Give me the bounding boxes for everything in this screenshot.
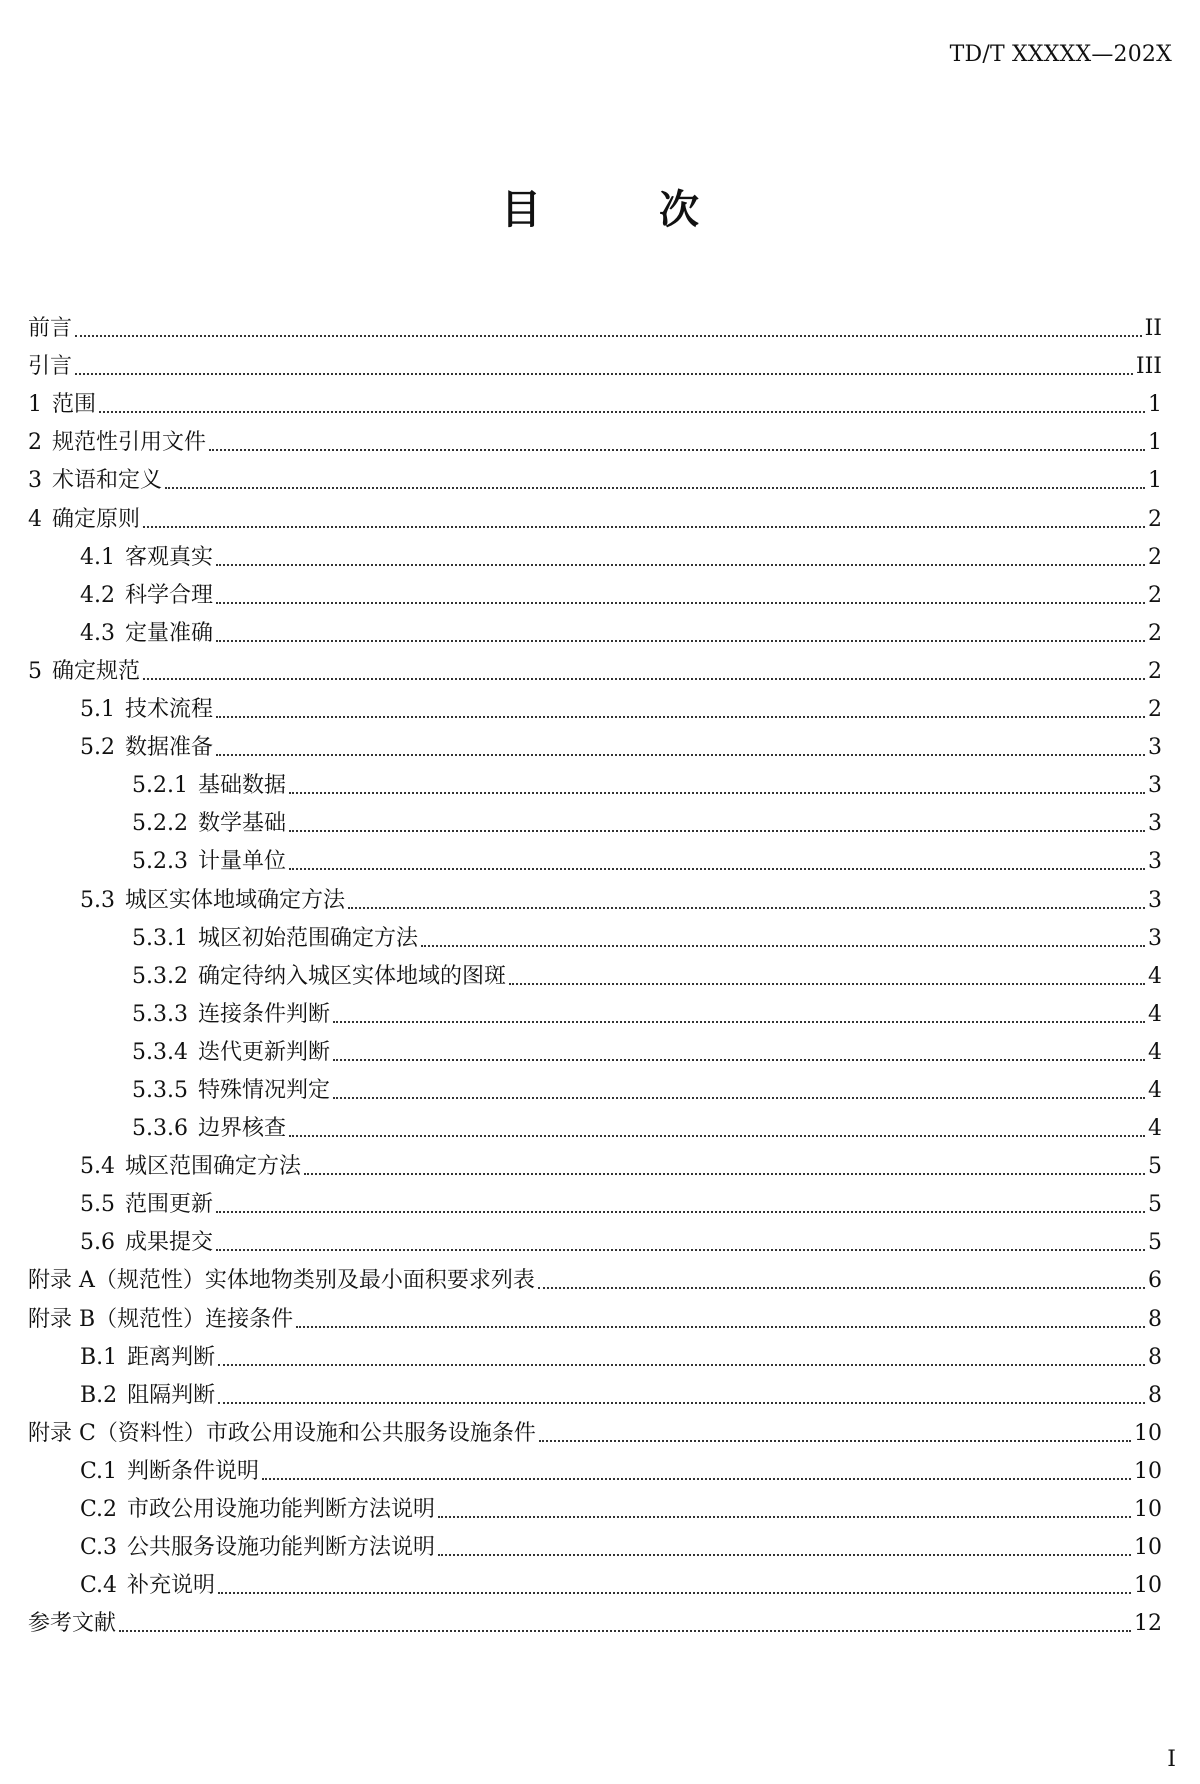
toc-entry-number: 4.3 (80, 620, 115, 646)
toc-entry-page: 10 (1134, 1420, 1162, 1446)
dot-leader (538, 1287, 1145, 1289)
toc-entry-title: 确定待纳入城区实体地域的图斑 (197, 963, 506, 989)
toc-entry-page: 2 (1148, 544, 1162, 570)
dot-leader (75, 373, 1133, 375)
dot-leader (216, 1249, 1145, 1251)
page-title: 目 次 (501, 187, 751, 233)
toc-entry[interactable] (28, 954, 1162, 992)
toc-entry-title: 前言 (28, 316, 73, 342)
toc-entry-title: 迭代更新判断 (197, 1039, 330, 1065)
toc-entry-title: 引言 (28, 354, 73, 380)
toc-entry-page: 12 (1134, 1611, 1162, 1637)
toc-entry[interactable] (28, 1030, 1162, 1068)
toc-entry-page: 4 (1148, 1077, 1162, 1103)
toc-entry[interactable] (28, 1601, 1162, 1639)
toc-entry-title: 术语和定义 (52, 468, 163, 494)
toc-entry-page: 1 (1148, 392, 1162, 418)
toc-entry[interactable] (28, 877, 1162, 915)
toc-entry-title: 成果提交 (125, 1230, 214, 1256)
toc-entry-title: 计量单位 (197, 849, 286, 875)
toc-entry-title: 确定原则 (52, 506, 141, 532)
toc-entry[interactable] (28, 839, 1162, 877)
toc-entry-page: 3 (1148, 925, 1162, 951)
dot-leader (216, 564, 1145, 566)
toc-entry-page: 3 (1148, 849, 1162, 875)
toc-entry[interactable] (28, 725, 1162, 763)
toc-entry-page: II (1144, 316, 1162, 342)
dot-leader (216, 1211, 1145, 1213)
dot-leader (333, 1097, 1145, 1099)
toc-entry-title: 连接条件判断 (197, 1001, 330, 1027)
toc-entry-number: 3 (28, 468, 42, 494)
toc-entry-number: B.1 (80, 1344, 118, 1370)
toc-entry-page: 10 (1134, 1573, 1162, 1599)
toc-entry-page: 2 (1148, 620, 1162, 646)
toc-entry-page: 1 (1148, 468, 1162, 494)
dot-leader (296, 1326, 1145, 1328)
toc-entry-page: 5 (1148, 1230, 1162, 1256)
toc-entry[interactable] (28, 649, 1162, 687)
toc-entry-number: B.2 (80, 1382, 118, 1408)
toc-entry-title: 数据准备 (125, 735, 214, 761)
toc-entry[interactable] (28, 611, 1162, 649)
dot-leader (216, 640, 1145, 642)
dot-leader (216, 754, 1145, 756)
toc-entry-number: C.2 (80, 1497, 118, 1522)
toc-entry-page: III (1135, 354, 1162, 380)
toc-entry-number: 5.3.1 (132, 925, 188, 951)
toc-entry-title: 特殊情况判定 (197, 1077, 330, 1103)
toc-entry-title: 城区范围确定方法 (125, 1154, 302, 1180)
toc-entry[interactable] (28, 1220, 1162, 1258)
toc-entry-page: 2 (1148, 582, 1162, 608)
toc-entry[interactable] (28, 916, 1162, 954)
dot-leader (289, 868, 1145, 870)
toc-entry-page: 2 (1148, 658, 1162, 684)
toc-entry-page: 8 (1148, 1382, 1162, 1408)
toc-entry-page: 2 (1148, 697, 1162, 723)
toc-entry-page: 3 (1148, 735, 1162, 761)
toc-entry-title: 附录 C（资料性）市政公用设施和公共服务设施条件 (28, 1420, 536, 1446)
dot-leader (165, 487, 1145, 489)
toc-entry-title: 附录 B（规范性）连接条件 (28, 1306, 294, 1332)
toc-entry-number: 1 (28, 392, 42, 418)
toc-entry[interactable] (28, 1563, 1162, 1601)
toc-entry-number: 5.3.6 (132, 1116, 188, 1142)
toc-entry-number: C.3 (80, 1535, 118, 1561)
dot-leader (289, 1135, 1145, 1137)
toc-entry[interactable] (28, 1258, 1162, 1296)
toc-entry-page: 4 (1148, 1039, 1162, 1065)
toc-entry-page: 4 (1148, 963, 1162, 989)
dot-leader (539, 1440, 1131, 1442)
toc-entry-page: 3 (1148, 887, 1162, 913)
toc-entry[interactable] (28, 1182, 1162, 1220)
toc-entry[interactable] (28, 306, 1162, 344)
dot-leader (143, 678, 1145, 680)
toc-entry-number: 5.2.3 (132, 849, 188, 875)
toc-entry-page: 8 (1148, 1306, 1162, 1332)
toc-entry-number: 5.6 (80, 1230, 115, 1256)
toc-entry-number: C.4 (80, 1573, 118, 1599)
toc-entry-title: 城区实体地域确定方法 (125, 887, 346, 913)
dot-leader (218, 1364, 1145, 1366)
toc-entry-title: 市政公用设施功能判断方法说明 (127, 1497, 436, 1522)
toc-entry-number: 4.1 (80, 544, 115, 570)
toc-entry[interactable] (28, 496, 1162, 534)
toc-entry-number: 5.1 (80, 697, 115, 723)
toc-entry[interactable] (28, 992, 1162, 1030)
toc-entry-page: 10 (1134, 1458, 1162, 1484)
toc-entry-number: 5.2.1 (132, 773, 188, 799)
toc-entry-number: 5.3.2 (132, 963, 188, 989)
dot-leader (348, 907, 1145, 909)
dot-leader (99, 411, 1145, 413)
toc-entry[interactable] (28, 1449, 1162, 1487)
dot-leader (143, 526, 1145, 528)
dot-leader (289, 830, 1145, 832)
toc-entry[interactable] (28, 1296, 1162, 1334)
toc-entry-number: 4 (28, 506, 42, 532)
dot-leader (262, 1478, 1131, 1480)
toc-entry-page: 5 (1148, 1154, 1162, 1180)
toc-entry[interactable] (28, 687, 1162, 725)
toc-entry-number: 5.3.3 (132, 1001, 188, 1027)
toc-entry-number: 5.5 (80, 1192, 115, 1218)
toc-entry[interactable] (28, 1487, 1162, 1525)
toc-entry-title: 基础数据 (197, 773, 286, 799)
page-number: I (1167, 1747, 1176, 1772)
toc-entry-title: 公共服务设施功能判断方法说明 (127, 1535, 436, 1561)
document-code: TD/T XXXXX—202X (949, 42, 1172, 67)
toc-entry[interactable] (28, 420, 1162, 458)
dot-leader (509, 983, 1145, 985)
toc-entry-title: 阻隔判断 (127, 1382, 216, 1408)
toc-entry-number: 5.3.4 (132, 1039, 188, 1065)
toc-entry-title: 规范性引用文件 (52, 430, 207, 456)
toc-entry-number: 5.2 (80, 735, 115, 761)
toc-entry-page: 8 (1148, 1344, 1162, 1370)
dot-leader (333, 1021, 1145, 1023)
toc-entry-title: 技术流程 (125, 697, 214, 723)
toc-entry-number: C.1 (80, 1458, 118, 1484)
dot-leader (218, 1402, 1145, 1404)
table-of-contents (28, 306, 1162, 1639)
toc-entry[interactable] (28, 1106, 1162, 1144)
toc-entry-page: 6 (1148, 1268, 1162, 1294)
toc-entry-title: 判断条件说明 (127, 1458, 260, 1484)
toc-entry-number: 4.2 (80, 582, 115, 608)
toc-entry-title: 确定规范 (52, 658, 141, 684)
toc-entry[interactable] (28, 1335, 1162, 1373)
dot-leader (216, 716, 1145, 718)
toc-entry-title: 范围更新 (125, 1192, 214, 1218)
toc-entry-number: 5.3.5 (132, 1077, 188, 1103)
toc-entry-title: 定量准确 (125, 620, 214, 646)
toc-entry-title: 城区初始范围确定方法 (197, 925, 418, 951)
toc-entry-page: 10 (1134, 1497, 1162, 1522)
toc-entry-page: 4 (1148, 1001, 1162, 1027)
dot-leader (438, 1554, 1131, 1556)
toc-entry-title: 范围 (52, 392, 97, 418)
toc-entry-title: 补充说明 (127, 1573, 216, 1599)
dot-leader (216, 602, 1145, 604)
toc-entry-page: 5 (1148, 1192, 1162, 1218)
toc-entry-title: 数学基础 (197, 811, 286, 837)
toc-entry-page: 3 (1148, 773, 1162, 799)
dot-leader (304, 1173, 1145, 1175)
toc-entry-page: 10 (1134, 1535, 1162, 1561)
dot-leader (421, 945, 1145, 947)
toc-entry-number: 5 (28, 658, 42, 684)
toc-entry[interactable] (28, 1373, 1162, 1411)
toc-entry-page: 2 (1148, 506, 1162, 532)
toc-entry[interactable] (28, 344, 1162, 382)
toc-entry-page: 4 (1148, 1116, 1162, 1142)
toc-entry[interactable] (28, 1411, 1162, 1449)
toc-entry[interactable] (28, 763, 1162, 801)
toc-entry[interactable] (28, 1068, 1162, 1106)
toc-entry-title: 参考文献 (28, 1611, 117, 1637)
toc-entry[interactable] (28, 1144, 1162, 1182)
toc-entry-page: 1 (1148, 430, 1162, 456)
dot-leader (289, 792, 1145, 794)
toc-entry[interactable] (28, 535, 1162, 573)
toc-entry[interactable] (28, 1525, 1162, 1563)
dot-leader (333, 1059, 1145, 1061)
toc-entry-title: 边界核查 (197, 1116, 286, 1142)
dot-leader (218, 1592, 1131, 1594)
toc-entry[interactable] (28, 573, 1162, 611)
toc-entry-number: 2 (28, 430, 42, 456)
toc-entry[interactable] (28, 801, 1162, 839)
toc-entry-title: 距离判断 (127, 1344, 216, 1370)
toc-entry-title: 客观真实 (125, 544, 214, 570)
dot-leader (438, 1516, 1131, 1518)
toc-entry[interactable] (28, 458, 1162, 496)
toc-entry-title: 科学合理 (125, 582, 214, 608)
toc-entry[interactable] (28, 382, 1162, 420)
dot-leader (119, 1630, 1131, 1632)
dot-leader (209, 449, 1145, 451)
toc-entry-title: 附录 A（规范性）实体地物类别及最小面积要求列表 (28, 1268, 535, 1294)
toc-entry-number: 5.4 (80, 1154, 115, 1180)
toc-entry-number: 5.3 (80, 887, 115, 913)
toc-entry-number: 5.2.2 (132, 811, 188, 837)
toc-entry-page: 3 (1148, 811, 1162, 837)
dot-leader (75, 335, 1142, 337)
